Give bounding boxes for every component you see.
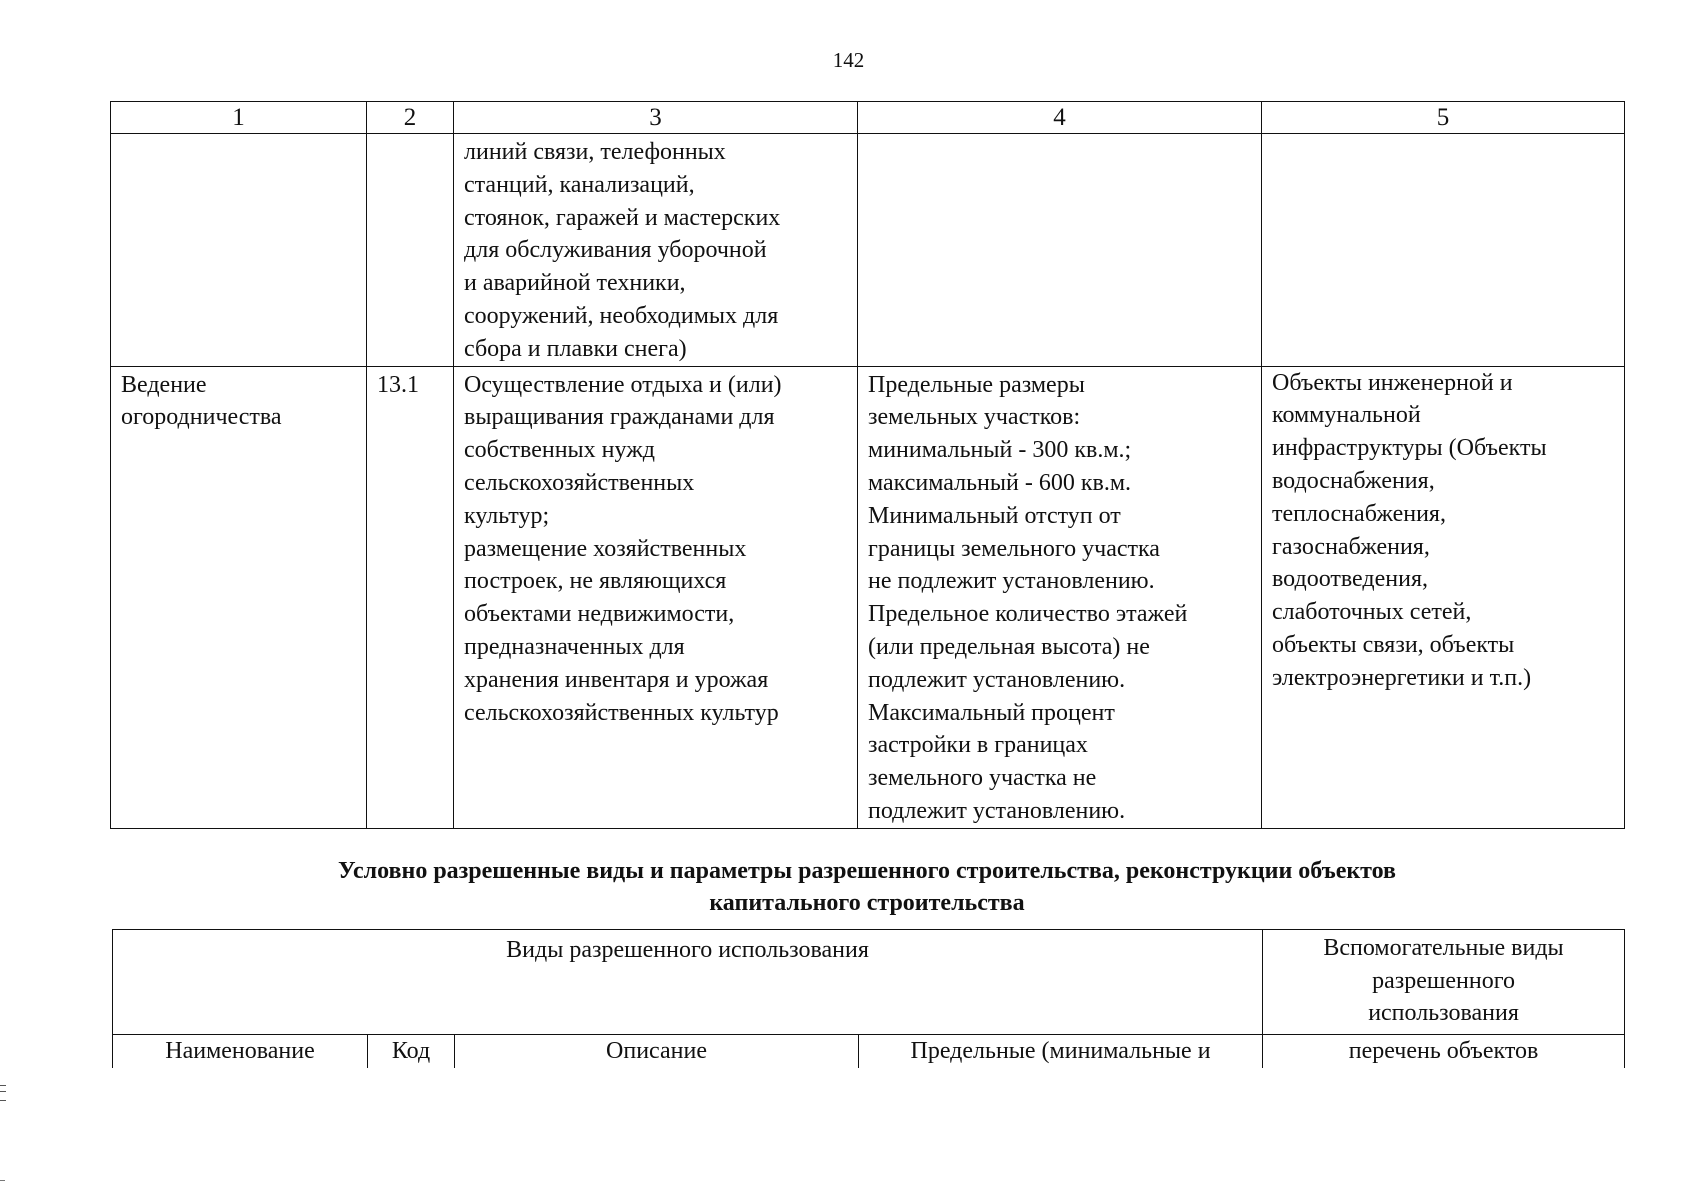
column-number-5: 5 (1262, 102, 1625, 134)
conditional-uses-table (112, 929, 1625, 1068)
cell-name (111, 134, 367, 367)
scan-edge-tick (0, 1180, 5, 1181)
group-header-row (113, 930, 1625, 1035)
table-row (111, 134, 1625, 367)
cell-description: Осуществление отдыха и (или) выращивания гражданами для собственных нужд сельскохозяйственных культур; размещение хозяйственных построек, не являющихся объектами недвижимости, предназначенных для хранения инвентаря и урожая сельскохозяйственных культур (454, 366, 858, 828)
subheader-name: Наименование (113, 1035, 368, 1068)
section-title: Условно разрешенные виды и параметры разрешенного строительства, реконструкции объектов капитального строительства (337, 858, 1397, 916)
cell-name: Ведение огородничества (111, 366, 367, 828)
column-number-3: 3 (454, 102, 858, 134)
subheader-limits: Предельные (минимальные и (859, 1035, 1263, 1068)
cell-auxiliary (1262, 134, 1625, 367)
cell-parameters: Предельные размеры земельных участков: минимальный - 300 кв.м.; максимальный - 600 кв.м. Минимальный отступ от границы земельного участка не подлежит установлению. Предельное количество этажей (или предельная высота) не подлежит установлению. Максимальный процент застройки в границах земельного участка не подлежит установлению. (858, 366, 1262, 828)
page-number: 142 (832, 48, 865, 72)
table-row (111, 366, 1625, 828)
subheader-objects-list: перечень объектов (1263, 1035, 1625, 1068)
header-auxiliary-uses: Вспомогательные виды разрешенного использования (1263, 930, 1625, 1035)
scan-edge-mark (0, 1085, 6, 1101)
header-permitted-uses: Виды разрешенного использования (113, 930, 1263, 1035)
cell-code (367, 134, 454, 367)
permitted-uses-table (110, 101, 1625, 829)
cell-parameters (858, 134, 1262, 367)
column-number-1: 1 (111, 102, 367, 134)
cell-description: линий связи, телефонных станций, канализаций, стоянок, гаражей и мастерских для обслуживания уборочной и аварийной техники, сооружений, необходимых для сбора и плавки снега) (454, 134, 858, 367)
column-number-row (111, 102, 1625, 134)
subheader-description: Описание (455, 1035, 859, 1068)
cell-auxiliary: Объекты инженерной и коммунальной инфраструктуры (Объекты водоснабжения, теплоснабжения, газоснабжения, водоотведения, слаботочных сетей, объекты связи, объекты электроэнергетики и т.п.) (1262, 366, 1625, 828)
subheader-row (113, 1035, 1625, 1068)
column-number-2: 2 (367, 102, 454, 134)
cell-code: 13.1 (367, 366, 454, 828)
subheader-code: Код (368, 1035, 455, 1068)
column-number-4: 4 (858, 102, 1262, 134)
